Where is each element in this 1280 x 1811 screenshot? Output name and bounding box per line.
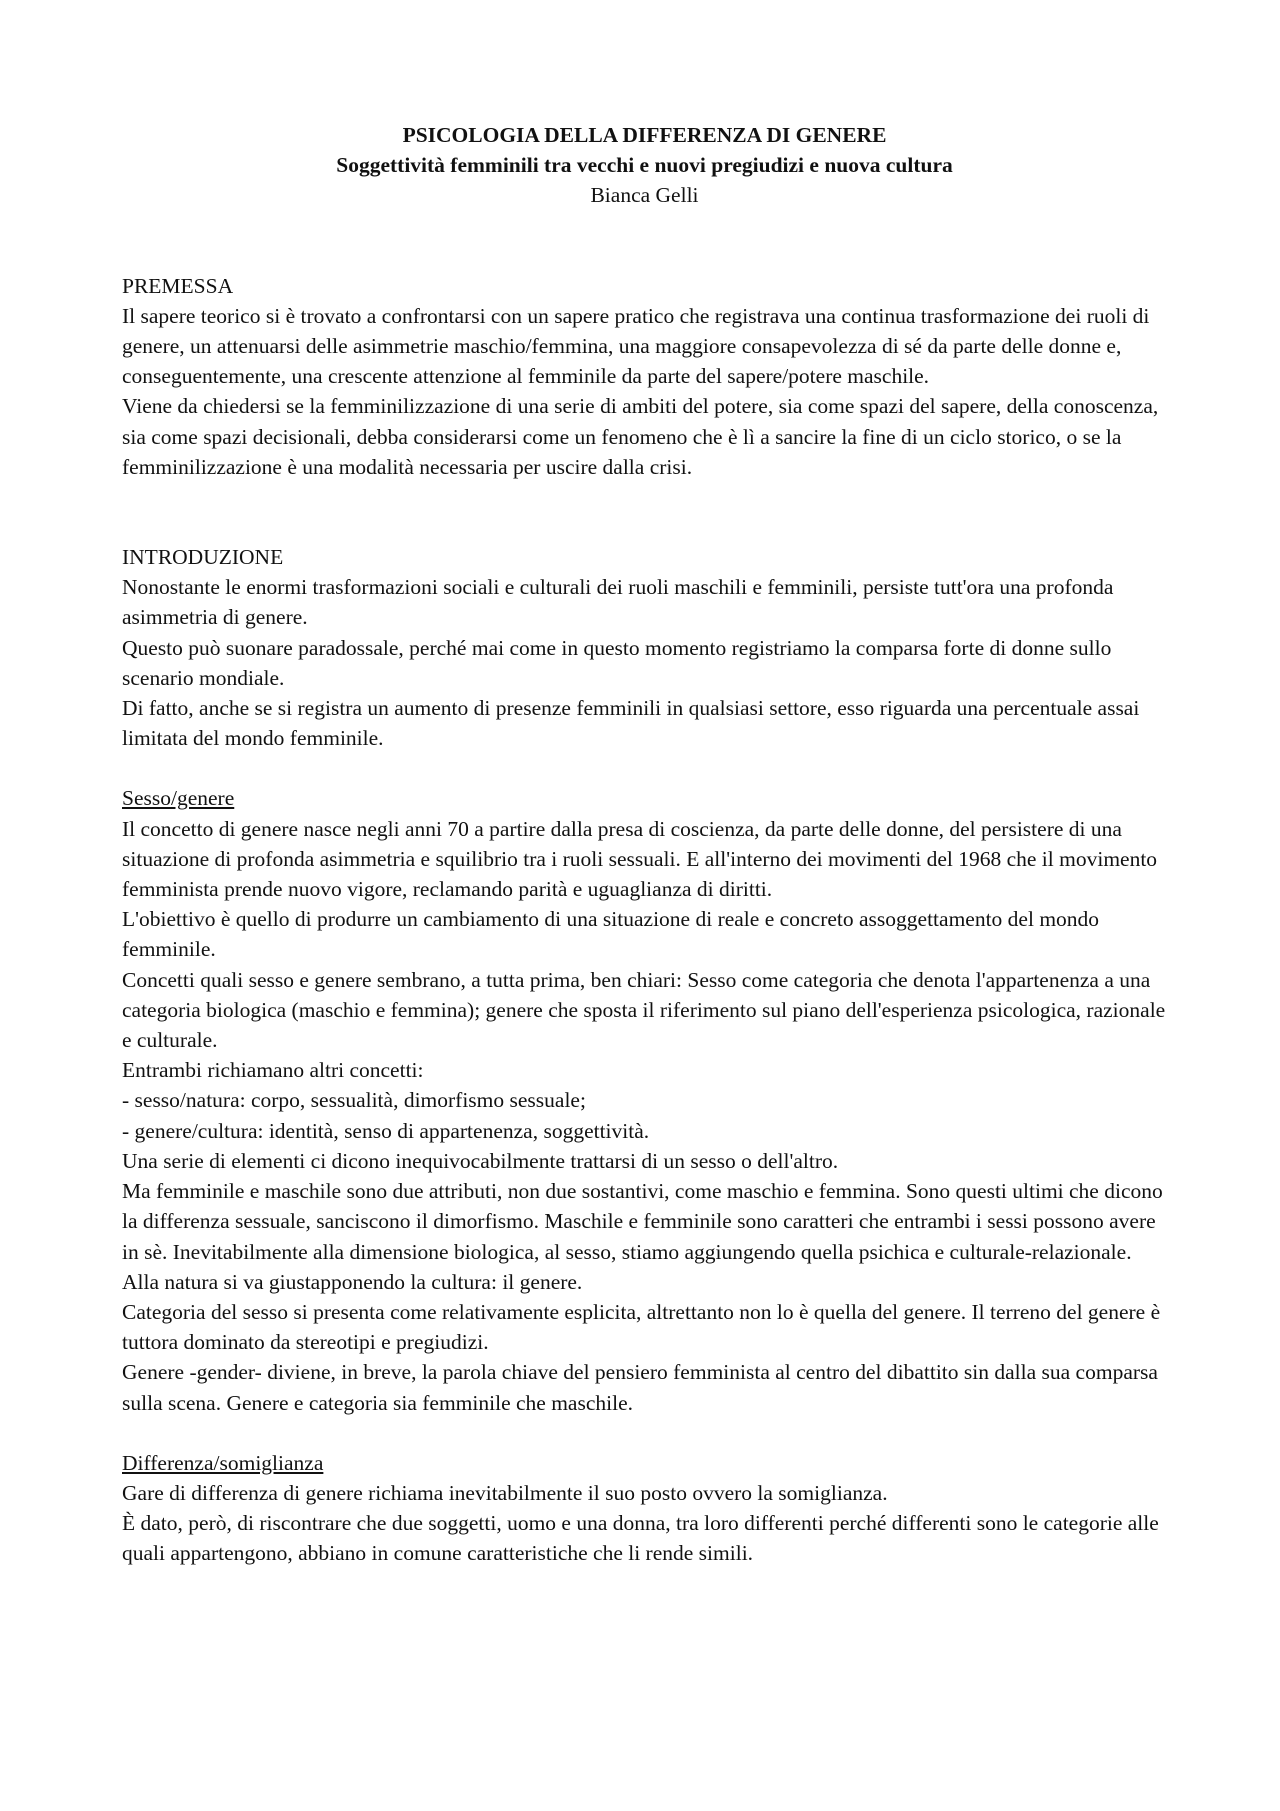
spacer [122,211,1167,271]
paragraph: Categoria del sesso si presenta come relativamente esplicita, altrettanto non lo è quella del genere. Il terreno del genere è tuttora dominato da stereotipi e pregiudizi. [122,1299,1161,1355]
paragraph: Entrambi richiamano altri concetti: [122,1058,424,1083]
spacer [122,753,1167,783]
paragraph: Ma femminile e maschile sono due attributi, non due sostantivi, come maschio e femmina. Sono questi ultimi che dicono la differenza sessuale, sanciscono il dimorfismo. Maschile e femminile sono caratteri che entrambi i sessi possono avere in sè. Inevitabilmente alla dimensione biologica, al sesso, stiamo aggiungendo quella psichica e culturale-relazionale. [122,1179,1163,1264]
document-header [122,120,1167,211]
spacer [122,1418,1167,1448]
paragraph: Il sapere teorico si è trovato a confrontarsi con un sapere pratico che registrava una continua trasformazione dei ruoli di genere, un attenuarsi delle asimmetrie maschio/femmina, una maggiore consapevolezza di sé da parte delle donne e, conseguentemente, una crescente attenzione al femminile da parte del sapere/potere maschile. [122,303,1150,389]
section-heading: PREMESSA [122,273,234,298]
document-title: PSICOLOGIA DELLA DIFFERENZA DI GENERE [402,123,887,147]
paragraph: Il concetto di genere nasce negli anni 70 a partire dalla presa di coscienza, da parte delle donne, del persistere di una situazione di profonda asimmetria e squilibrio tra i ruoli sessuali. E all'interno dei movimenti del 1968 che il movimento femminista prende nuovo vigore, reclamando parità e uguaglianza di diritti. [122,816,1158,902]
document-subtitle: Soggettività femminili tra vecchi e nuovi pregiudizi e nuova cultura [336,153,953,178]
subsection-heading: Differenza/somiglianza [122,1450,324,1475]
section-introduzione [122,542,1167,753]
document-author: Bianca Gelli [590,183,699,208]
spacer [122,482,1167,542]
section-differenza [122,1448,1167,1569]
paragraph: Una serie di elementi ci dicono inequivocabilmente trattarsi di un sesso o dell'altro. [122,1148,839,1173]
paragraph: Viene da chiedersi se la femminilizzazione di una serie di ambiti del potere, sia come spazi del sapere, della conoscenza, sia come spazi decisionali, debba considerarsi come un fenomeno che è lì a sancire la fine di un ciclo storico, o se la femminilizzazione è una modalità necessaria per uscire dalla crisi. [122,394,1159,479]
paragraph: Genere -gender- diviene, in breve, la parola chiave del pensiero femminista al centro del dibattito sin dalla sua comparsa sulla scena. Genere e categoria sia femminile che maschile. [122,1360,1158,1415]
paragraph: Alla natura si va giustapponendo la cultura: il genere. [122,1269,583,1294]
section-heading: INTRODUZIONE [122,545,284,570]
subsection-heading: Sesso/genere [122,786,235,811]
list-item: - sesso/natura: corpo, sessualità, dimorfismo sessuale; [122,1088,586,1113]
paragraph: Questo può suonare paradossale, perché mai come in questo momento registriamo la comparsa forte di donne sullo scenario mondiale. [122,635,1112,690]
paragraph: Concetti quali sesso e genere sembrano, a tutta prima, ben chiari: Sesso come categoria che denota l'appartenenza a una categoria biologica (maschio e femmina); genere che sposta il riferimento sul piano dell'esperienza psicologica, razionale e culturale. [122,967,1166,1053]
document-content [122,120,1167,1569]
paragraph: Nonostante le enormi trasformazioni sociali e culturali dei ruoli maschili e femminili, persiste tutt'ora una profonda asimmetria di genere. [122,575,1114,630]
section-premessa [122,271,1167,482]
paragraph: Gare di differenza di genere richiama inevitabilmente il suo posto ovvero la somiglianza. [122,1480,888,1505]
paragraph: È dato, però, di riscontrare che due soggetti, uomo e una donna, tra loro differenti perché differenti sono le categorie alle quali appartengono, abbiano in comune caratteristiche che li rende simili. [122,1511,1159,1566]
paragraph: Di fatto, anche se si registra un aumento di presenze femminili in qualsiasi settore, esso riguarda una percentuale assai limitata del mondo femminile. [122,696,1140,751]
section-sesso-genere [122,783,1167,1417]
list-item: - genere/cultura: identità, senso di appartenenza, soggettività. [122,1118,650,1143]
paragraph: L'obiettivo è quello di produrre un cambiamento di una situazione di reale e concreto assoggettamento del mondo femminile. [122,907,1100,962]
